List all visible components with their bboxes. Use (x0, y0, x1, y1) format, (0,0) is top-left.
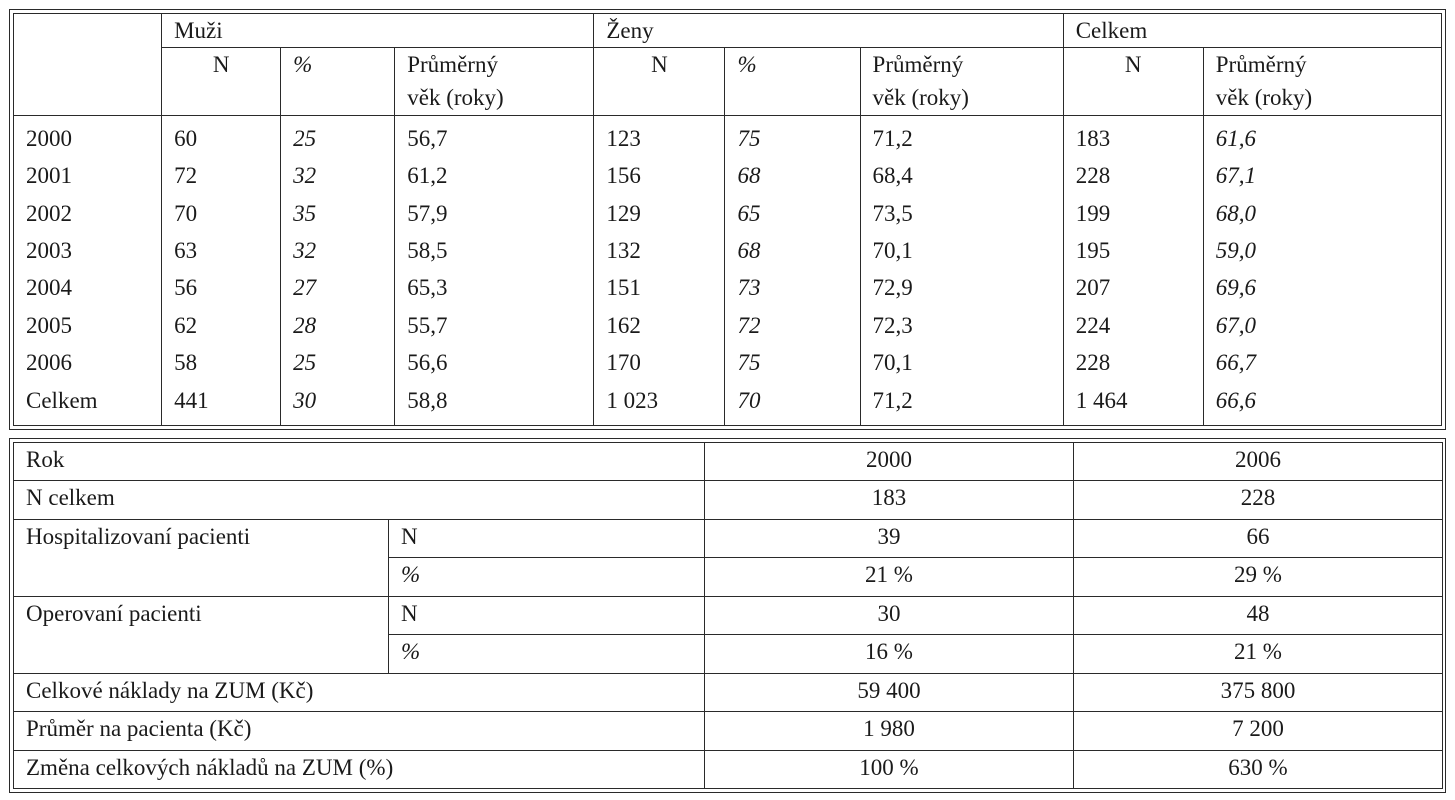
cell-muzi-pct: 28 (281, 307, 395, 344)
table-patients-by-year (13, 13, 1442, 426)
cell-celkem-n: 183 (1063, 115, 1203, 157)
cell-zeny-pct: 75 (725, 115, 860, 157)
cell-value: 228 (1074, 481, 1443, 519)
cell-value: 21 % (705, 558, 1074, 596)
cell-zeny-age: 68,4 (860, 157, 1063, 194)
cell-zeny-age: 70,1 (860, 344, 1063, 381)
cell-muzi-age: 56,7 (395, 115, 594, 157)
cell-zeny-age: 71,2 (860, 115, 1063, 157)
cell-zeny-pct: 70 (725, 382, 860, 426)
row-label: 2005 (14, 307, 162, 344)
subheader-n: N (594, 48, 725, 116)
cell-zeny-pct: 68 (725, 232, 860, 269)
cell-zeny-pct: 68 (725, 157, 860, 194)
group-header-celkem: Celkem (1063, 14, 1441, 48)
row-label-rok: Rok (14, 443, 705, 481)
table-row (14, 596, 1443, 634)
cell-value: 16 % (705, 635, 1074, 673)
cell-muzi-age: 55,7 (395, 307, 594, 344)
cell-muzi-n: 62 (162, 307, 281, 344)
cell-zeny-age: 71,2 (860, 382, 1063, 426)
table-row (14, 712, 1443, 750)
row-label: 2000 (14, 115, 162, 157)
row-label-n-celkem: N celkem (14, 481, 705, 519)
cell-zeny-n: 129 (594, 195, 725, 232)
row-label-zmena: Změna celkových nákladů na ZUM (%) (14, 750, 705, 789)
cell-zeny-n: 1 023 (594, 382, 725, 426)
cell-muzi-pct: 32 (281, 157, 395, 194)
cell-muzi-n: 60 (162, 115, 281, 157)
row-label: Celkem (14, 382, 162, 426)
cell-muzi-pct: 35 (281, 195, 395, 232)
cell-value: 30 (705, 596, 1074, 634)
cell-value: 66 (1074, 519, 1443, 557)
cell-muzi-age: 65,3 (395, 269, 594, 306)
row-label-operovani: Operovaní pacienti (14, 596, 389, 673)
table-patients-by-year-frame (9, 9, 1446, 430)
table-row (14, 115, 1442, 157)
row-label-naklady: Celkové náklady na ZUM (Kč) (14, 673, 705, 711)
table-row (14, 269, 1442, 306)
cell-muzi-n: 70 (162, 195, 281, 232)
cell-value: 21 % (1074, 635, 1443, 673)
cell-celkem-n: 224 (1063, 307, 1203, 344)
cell-muzi-n: 441 (162, 382, 281, 426)
cell-celkem-n: 199 (1063, 195, 1203, 232)
cell-celkem-age: 67,1 (1203, 157, 1441, 194)
row-label: 2002 (14, 195, 162, 232)
cell-muzi-age: 61,2 (395, 157, 594, 194)
cell-value: 48 (1074, 596, 1443, 634)
table-row (14, 232, 1442, 269)
cell-celkem-n: 1 464 (1063, 382, 1203, 426)
cell-value: 29 % (1074, 558, 1443, 596)
subheader-age: Průměrný věk (roky) (395, 48, 594, 116)
cell-muzi-pct: 25 (281, 344, 395, 381)
table-costs (13, 442, 1443, 789)
cell-value: 1 980 (705, 712, 1074, 750)
table-row (14, 519, 1443, 557)
cell-celkem-age: 69,6 (1203, 269, 1441, 306)
cell-value: 100 % (705, 750, 1074, 789)
cell-zeny-n: 151 (594, 269, 725, 306)
cell-muzi-n: 72 (162, 157, 281, 194)
cell-muzi-pct: 27 (281, 269, 395, 306)
cell-celkem-age: 61,6 (1203, 115, 1441, 157)
group-header-zeny: Ženy (594, 14, 1063, 48)
cell-celkem-n: 228 (1063, 157, 1203, 194)
table-row (14, 307, 1442, 344)
cell-zeny-pct: 73 (725, 269, 860, 306)
sublabel-pct: % (389, 558, 705, 596)
sublabel-pct: % (389, 635, 705, 673)
row-label: 2006 (14, 344, 162, 381)
cell-zeny-age: 72,3 (860, 307, 1063, 344)
table-row-year (14, 443, 1443, 481)
cell-zeny-pct: 75 (725, 344, 860, 381)
subheader-pct: % (281, 48, 395, 116)
row-label-prumer: Průměr na pacienta (Kč) (14, 712, 705, 750)
cell-zeny-n: 123 (594, 115, 725, 157)
table-row (14, 195, 1442, 232)
table-row (14, 750, 1443, 789)
cell-muzi-pct: 30 (281, 382, 395, 426)
cell-value: 183 (705, 481, 1074, 519)
cell-muzi-pct: 25 (281, 115, 395, 157)
cell-muzi-pct: 32 (281, 232, 395, 269)
cell-value: 59 400 (705, 673, 1074, 711)
table-row (14, 481, 1443, 519)
cell-zeny-age: 72,9 (860, 269, 1063, 306)
cell-celkem-n: 228 (1063, 344, 1203, 381)
cell-muzi-age: 57,9 (395, 195, 594, 232)
cell-celkem-age: 67,0 (1203, 307, 1441, 344)
table-row (14, 157, 1442, 194)
corner-cell (14, 14, 162, 116)
cell-muzi-n: 63 (162, 232, 281, 269)
group-header-muzi: Muži (162, 14, 594, 48)
col-header-year: 2000 (705, 443, 1074, 481)
table-row (14, 673, 1443, 711)
cell-celkem-age: 68,0 (1203, 195, 1441, 232)
subheader-age: Průměrný věk (roky) (1203, 48, 1441, 116)
subheader-pct: % (725, 48, 860, 116)
sublabel-n: N (389, 596, 705, 634)
sublabel-n: N (389, 519, 705, 557)
cell-value: 7 200 (1074, 712, 1443, 750)
cell-celkem-n: 195 (1063, 232, 1203, 269)
subheader-age: Průměrný věk (roky) (860, 48, 1063, 116)
cell-celkem-n: 207 (1063, 269, 1203, 306)
cell-zeny-age: 73,5 (860, 195, 1063, 232)
cell-value: 630 % (1074, 750, 1443, 789)
table-costs-frame (9, 438, 1446, 793)
cell-muzi-n: 56 (162, 269, 281, 306)
subheader-n: N (162, 48, 281, 116)
cell-celkem-age: 66,7 (1203, 344, 1441, 381)
table-row (14, 344, 1442, 381)
row-label: 2001 (14, 157, 162, 194)
cell-zeny-pct: 72 (725, 307, 860, 344)
cell-value: 39 (705, 519, 1074, 557)
cell-zeny-pct: 65 (725, 195, 860, 232)
row-label-hospitalizovani: Hospitalizovaní pacienti (14, 519, 389, 596)
cell-muzi-age: 58,8 (395, 382, 594, 426)
table-row-total (14, 382, 1442, 426)
row-label: 2003 (14, 232, 162, 269)
cell-muzi-age: 56,6 (395, 344, 594, 381)
sub-header-row (14, 48, 1442, 116)
row-label: 2004 (14, 269, 162, 306)
cell-value: 375 800 (1074, 673, 1443, 711)
cell-muzi-age: 58,5 (395, 232, 594, 269)
col-header-year: 2006 (1074, 443, 1443, 481)
cell-zeny-n: 132 (594, 232, 725, 269)
cell-zeny-n: 162 (594, 307, 725, 344)
cell-zeny-age: 70,1 (860, 232, 1063, 269)
cell-muzi-n: 58 (162, 344, 281, 381)
cell-zeny-n: 170 (594, 344, 725, 381)
group-header-row (14, 14, 1442, 48)
cell-zeny-n: 156 (594, 157, 725, 194)
cell-celkem-age: 66,6 (1203, 382, 1441, 426)
subheader-n: N (1063, 48, 1203, 116)
cell-celkem-age: 59,0 (1203, 232, 1441, 269)
